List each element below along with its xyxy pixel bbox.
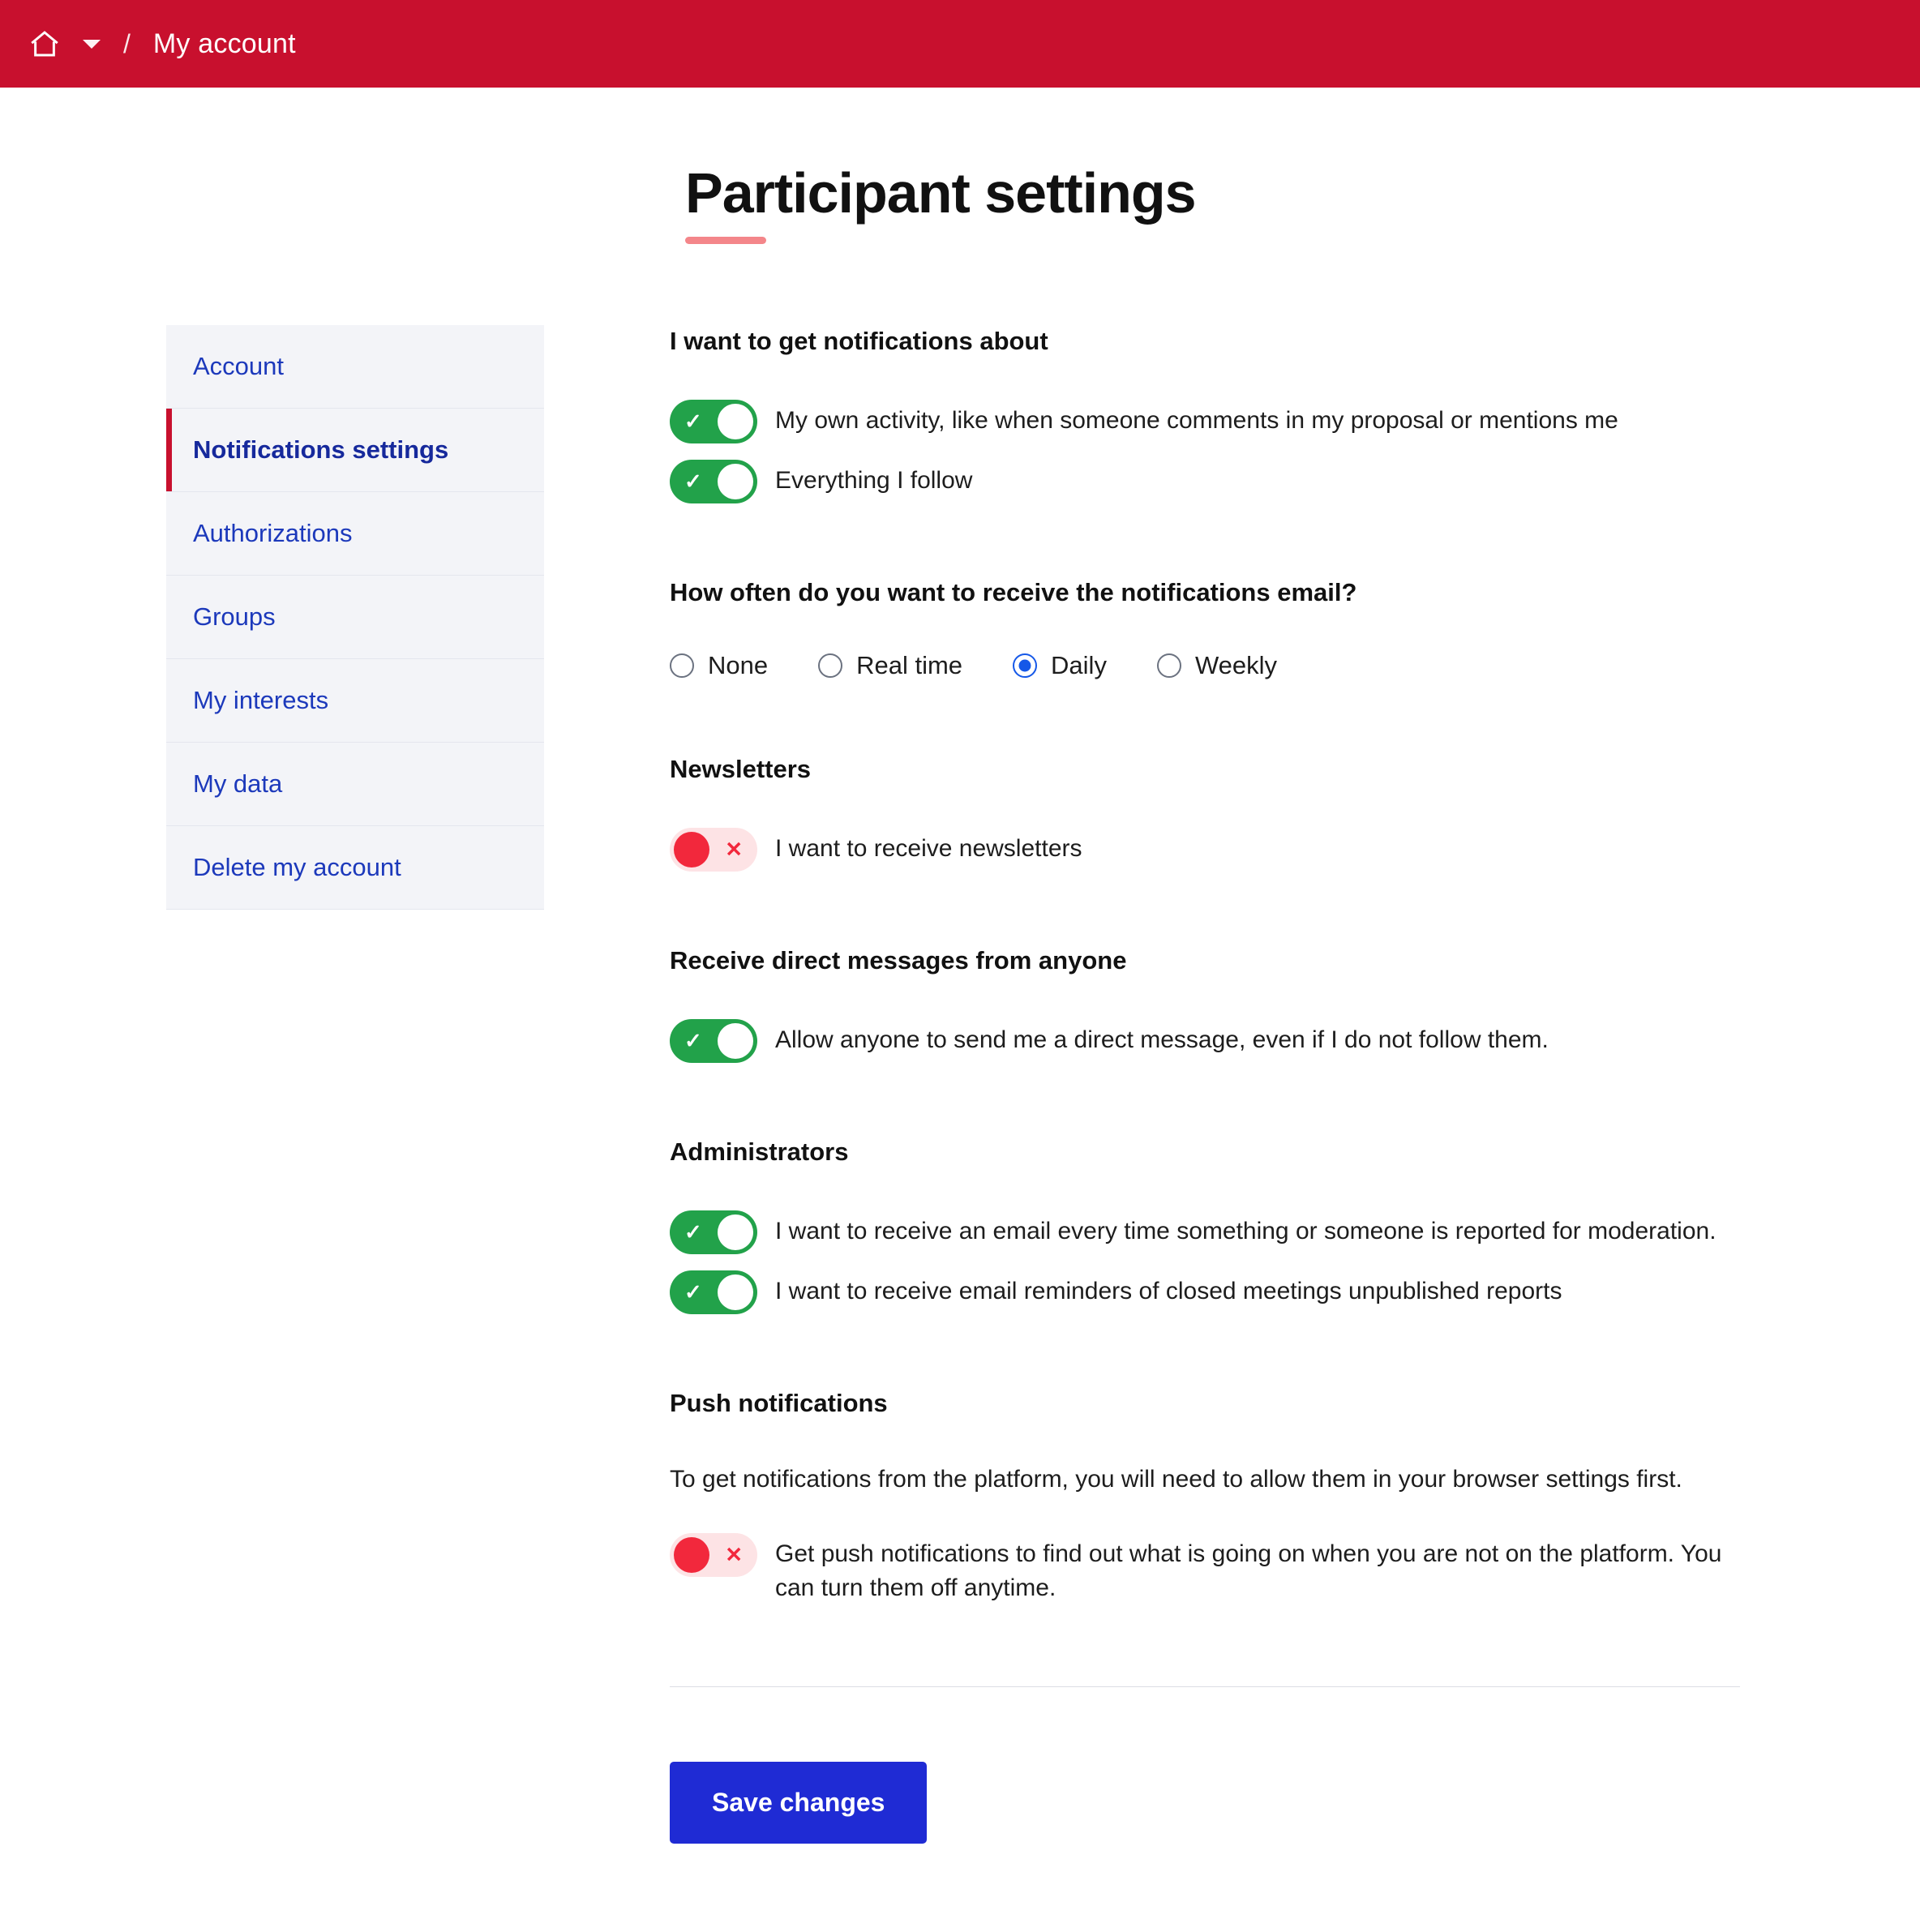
check-icon: ✓ <box>684 469 702 494</box>
toggle-label: Get push notifications to find out what is going on when you are not on the platform. You can turn them off anytime. <box>775 1540 1722 1601</box>
chevron-down-icon[interactable] <box>83 40 101 49</box>
toggle-closed-meetings-reminder[interactable] <box>670 1270 757 1314</box>
section-divider <box>670 1686 1740 1687</box>
section-heading-notifications-about: I want to get notifications about <box>670 327 1048 355</box>
toggle-knob <box>718 464 753 499</box>
page-title-block <box>0 88 1920 244</box>
radio-option-none[interactable] <box>670 651 768 680</box>
sidebar-item-label: My data <box>193 769 283 798</box>
toggle-label: I want to receive an email every time something or someone is reported for moderation. <box>775 1218 1716 1244</box>
toggle-label: Allow anyone to send me a direct message, even if I do not follow them. <box>775 1026 1549 1053</box>
toggle-receive-newsletters[interactable] <box>670 828 757 872</box>
check-icon: ✓ <box>684 1028 702 1053</box>
radio-option-weekly[interactable] <box>1157 651 1277 680</box>
toggle-knob <box>718 1214 753 1250</box>
section-heading-push-notifications: Push notifications <box>670 1389 888 1417</box>
radio-option-real-time[interactable] <box>818 651 962 680</box>
sidebar-item-label: Delete my account <box>193 853 401 881</box>
radio-label: None <box>708 651 769 679</box>
sidebar-item-delete-my-account[interactable] <box>166 826 544 909</box>
save-changes-button[interactable]: Save changes <box>670 1762 927 1844</box>
toggle-label: My own activity, like when someone comments in my proposal or mentions me <box>775 407 1618 434</box>
toggle-row-own-activity <box>670 400 1748 443</box>
toggle-label: I want to receive newsletters <box>775 835 1082 862</box>
sidebar-item-label: Authorizations <box>193 519 353 547</box>
toggle-row-push-notifications <box>670 1533 1748 1605</box>
section-heading-frequency: How often do you want to receive the notifications email? <box>670 578 1357 606</box>
check-icon: ✓ <box>684 409 702 434</box>
check-icon: ✓ <box>684 1219 702 1244</box>
toggle-row-newsletters <box>670 828 1748 872</box>
toggle-knob <box>674 832 709 867</box>
sidebar-item-authorizations[interactable] <box>166 492 544 576</box>
page-title: Participant settings <box>685 161 1196 225</box>
sidebar-item-label: Groups <box>193 602 276 631</box>
toggle-push-notifications[interactable] <box>670 1533 757 1577</box>
sidebar-item-my-data[interactable] <box>166 743 544 826</box>
radio-option-daily[interactable] <box>1013 651 1107 680</box>
account-sidebar <box>166 325 544 910</box>
sidebar-item-label: My interests <box>193 686 329 714</box>
close-icon: ✕ <box>725 837 743 862</box>
toggle-everything-i-follow[interactable] <box>670 460 757 503</box>
sidebar-item-label: Account <box>193 352 285 380</box>
settings-main <box>670 325 1748 1844</box>
sidebar-item-notifications-settings[interactable] <box>166 409 544 492</box>
toggle-knob <box>718 1274 753 1310</box>
radio-icon <box>818 653 842 678</box>
title-underline <box>685 237 766 244</box>
check-icon: ✓ <box>684 1279 702 1304</box>
radio-label: Weekly <box>1194 651 1278 679</box>
radio-icon <box>670 653 694 678</box>
breadcrumb-title[interactable]: My account <box>152 28 296 59</box>
toggle-row-moderation-email <box>670 1210 1748 1254</box>
radio-label: Daily <box>1051 651 1107 679</box>
section-heading-administrators: Administrators <box>670 1137 849 1166</box>
toggle-row-direct-messages <box>670 1019 1748 1063</box>
toggle-knob <box>718 404 753 439</box>
sidebar-item-my-interests[interactable] <box>166 659 544 743</box>
section-heading-direct-messages: Receive direct messages from anyone <box>670 946 1127 975</box>
radio-label: Real time <box>856 651 963 679</box>
page-content <box>0 88 1920 1844</box>
section-heading-newsletters: Newsletters <box>670 755 812 783</box>
push-notifications-description: To get notifications from the platform, you will need to allow them in your browser settings first. <box>670 1466 1682 1493</box>
close-icon: ✕ <box>725 1542 743 1567</box>
sidebar-item-groups[interactable] <box>166 576 544 659</box>
radio-group-email-frequency <box>670 651 1748 680</box>
toggle-row-everything-i-follow <box>670 460 1748 503</box>
toggle-label: Everything I follow <box>775 467 973 494</box>
sidebar-item-account[interactable] <box>166 325 544 409</box>
top-breadcrumb-bar <box>0 0 1920 88</box>
toggle-own-activity[interactable] <box>670 400 757 443</box>
radio-icon <box>1157 653 1181 678</box>
home-icon[interactable] <box>28 27 62 61</box>
toggle-moderation-report-email[interactable] <box>670 1210 757 1254</box>
toggle-knob <box>674 1537 709 1573</box>
breadcrumb-separator: / <box>123 28 131 58</box>
radio-icon-selected <box>1013 653 1037 678</box>
sidebar-item-label: Notifications settings <box>193 435 449 464</box>
toggle-label: I want to receive email reminders of closed meetings unpublished reports <box>775 1278 1562 1304</box>
toggle-row-closed-meetings-reminder <box>670 1270 1748 1314</box>
toggle-allow-direct-messages[interactable] <box>670 1019 757 1063</box>
toggle-knob <box>718 1023 753 1059</box>
